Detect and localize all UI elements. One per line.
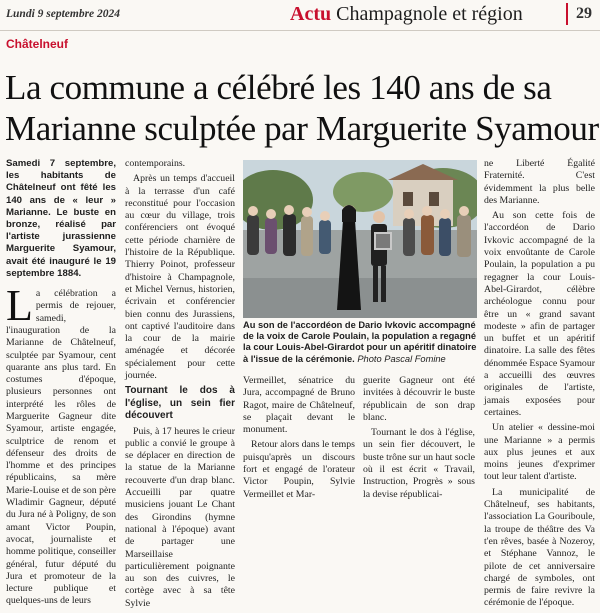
article-column-3 [243, 375, 355, 504]
article-body-5d: La municipalité de Châtelneuf, ses habitants, l'association La Gouriboule, la troupe de théâtre des Va t'en rêves, basée à Nozeroy, et Stéphane Vannoz, le pilote de cet anniversaire chargé de symboles, ont permis de faire revivre la cérémonie de l'époque. [484, 486, 595, 609]
article-body-5c: Un atelier « dessine-moi une Marianne » a permis aux plus jeunes et aux moins jeunes d'exprimer tout leur talent d'artiste. [484, 422, 595, 483]
article-photo [243, 160, 477, 318]
article-body-2c: Puis, à 17 heures le crieur public a convié le groupe à se déplacer en direction de la statue de la Marianne recouverte d'un drap blanc. Accueilli par quatre musiciens jouant Le Chant des Girondins (hymne national à l'époque) avant de partager une Marseillaise particulièrement poignante au son des cuivres, le cortège avec à sa tête Sylvie [125, 425, 235, 609]
headline-line-1: La commune a célébré les 140 ans de sa [5, 68, 552, 107]
article-body-3a: Vermeillet, sénatrice du Jura, accompagné de Bruno Ragot, maire de Châtelneuf, se plaçait devant le monument. [243, 375, 355, 436]
photo-caption [243, 320, 477, 365]
article-body-1 [6, 281, 116, 608]
article-body-2b: Après un temps d'accueil à la terrasse d'un café reconstitué pour l'occasion au cœur du village, trois conférenciers ont évoqué cette période charnière de l'histoire de la République. Thierry Poinot, professeur d'histoire à Champagnole, et Michel Vernus, historien, écrivain et conférencier bien connu des Jurassiens, ont captivé l'auditoire dans la cour de la mairie aménagée et décorée spécialement pour cette journée. [125, 173, 235, 382]
section-sub: Champagnole et région [336, 3, 523, 25]
article-body-5b: Au son cette fois de l'accordéon de Dario Ivkovic accompagné de la voix envoûtante de Carole Poulain, la population a pu regagner la cour Louis-Abel-Girardot, célèbre archéologue connu pour être un « grand savant modeste » afin de partager un buffet et un apéritif dinatoire. La salle des fêtes dénommée Espace Syamour a accueilli des œuvres originales de l'artiste, jamais exposées pour certaines. [484, 210, 595, 418]
article-column-5 [484, 158, 595, 613]
article-column-4 [363, 375, 475, 504]
section-main: Actu [290, 3, 332, 25]
issue-date: Lundi 9 septembre 2024 [6, 8, 121, 20]
article-column-2 [125, 158, 235, 613]
article-body-2a: contemporains. [125, 158, 186, 169]
article-kicker: Châtelneuf [6, 37, 69, 51]
article-body-1-text: a célébration a permis de rejouer, samedi, l'inauguration de la Marianne de Châtelneuf, sculptée par Syamour, cent quarante ans plus tard. En costumes d'époque, plusieurs personnes ont interprété les rôles de Marguerite Gagneur dite Syamour, artiste engagée, sculptrice de renom et défenseur des droits de l'homme et des principes républicains, sa mère Marie-Louise et de son père Wladimir Gagneur, député du Jura né à Poligny, de son amant Victor Poupin, avocat, journaliste et homme politique, conseiller général, futur député du Jura et promoteur de la lecture publique et quelques-uns de leurs [6, 288, 116, 607]
article-body-4b: Tournant le dos à l'église, un sein fier découvert, le buste trône sur un haut socle où il est écrit « Travail, Instruction, Progrès » sous la devise républicai- [363, 427, 475, 500]
article-body-4a: guerite Gagneur ont été invitées à découvrir le buste républicain de son drap blanc. [363, 375, 475, 423]
photo-credit: Photo Pascal Fomine [357, 353, 446, 364]
section-title [290, 2, 523, 26]
article-body-5a: ne Liberté Égalité Fraternité. C'est évidemment la plus belle des Marianne. [484, 158, 595, 206]
drop-cap: L [6, 281, 33, 331]
article-column-1 [6, 158, 116, 611]
page-number: 29 [576, 5, 592, 22]
subheading: Tournant le dos à l'église, un sein fier découvert [125, 385, 235, 422]
article-body-3b: Retour alors dans le temps puisqu'après un discours fort et engagé de l'orateur Victor Poupin, Sylvie Vermeillet et Mar- [243, 439, 355, 500]
article-lead: Samedi 7 septembre, les habitants de Châtelneuf ont fêté les 140 ans de « leur » Marianne. Le buste en bronze, réalisé par l'artiste jurassienne Marguerite Syamour, avait été inauguré le 19 septembre 1884. [6, 158, 116, 279]
headline-line-2: Marianne sculptée par Marguerite Syamour [5, 109, 599, 148]
section-divider [566, 3, 568, 25]
page-header [0, 0, 600, 31]
caption-text: Au son de l'accordéon de Dario Ivkovic accompagné de la voix de Carole Poulain, la population a regagné la cour Louis-Abel-Girardot pour un apéritif dinatoire à l'issue de la cérémonie. [243, 320, 477, 364]
